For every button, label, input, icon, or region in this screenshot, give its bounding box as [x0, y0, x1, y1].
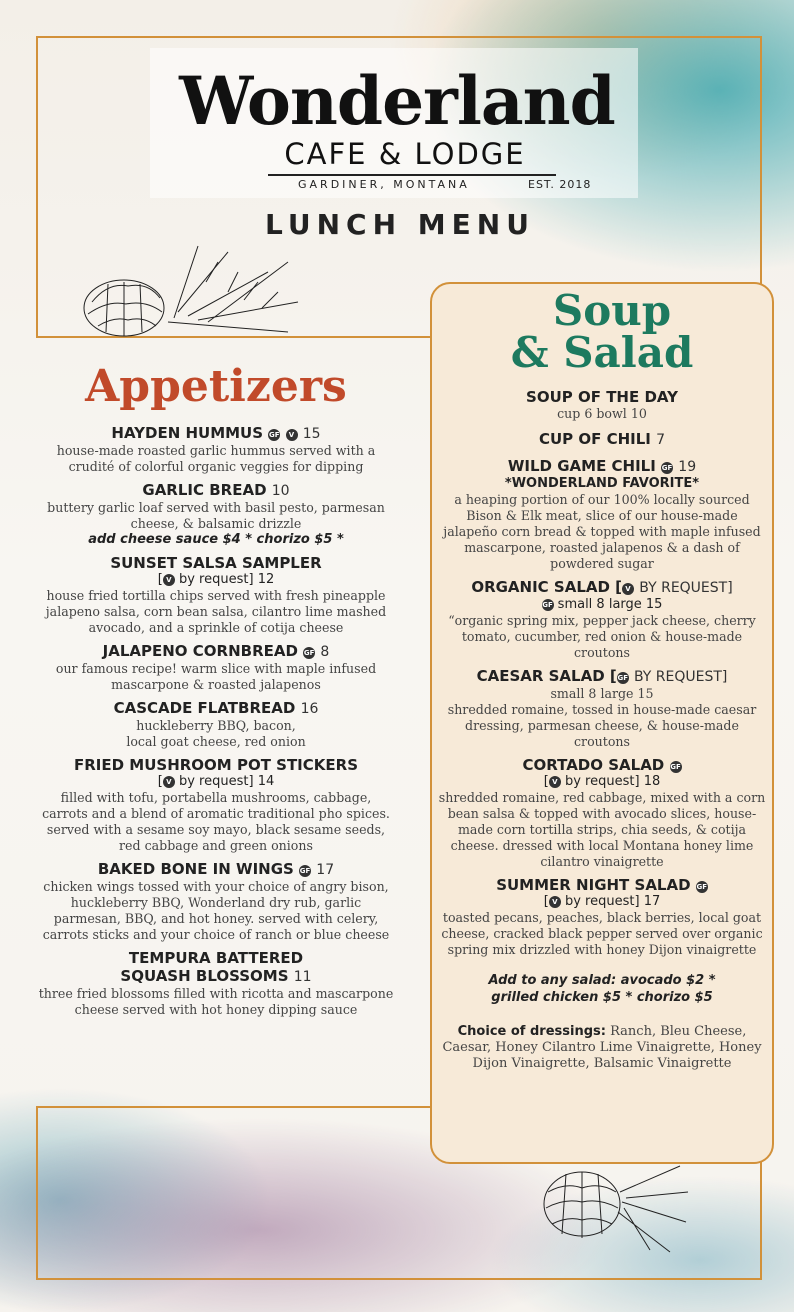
item-name: GARLIC BREAD — [142, 481, 267, 499]
item-name-line2: SQUASH BLOSSOMS — [120, 967, 289, 985]
item-request-note: BY REQUEST] — [639, 580, 733, 596]
item-price: 10 — [271, 483, 290, 499]
appetizers-title: Appetizers — [85, 361, 347, 412]
item-name: CUP OF CHILI — [538, 430, 651, 448]
logo-location: GARDINER, MONTANA — [298, 178, 470, 191]
appetizers-section — [36, 360, 396, 1024]
item-description: our famous recipe! warm slice with maple infused mascarpone & roasted jalapenos — [55, 661, 377, 692]
gluten-free-icon: GF — [617, 674, 628, 682]
item-price: 8 — [320, 644, 330, 660]
soup-salad-title — [438, 286, 766, 377]
vegan-icon: V — [163, 776, 175, 788]
item-description: “organic spring mix, pepper jack cheese, cherry tomato, cucumber, red onion & house-made croutons — [448, 613, 756, 660]
item-prices: small 8 large 15 — [550, 686, 654, 701]
menu-item-cup-of-chili — [438, 430, 766, 449]
item-description: chicken wings tossed with your choice of angry bison, huckleberry BBQ, Wonderland dry rub, garlic parmesan, BBQ, and hot honey. served with celery, carrots sticks and your choice of ranch or blue cheese — [42, 879, 390, 942]
menu-item-squash-blossoms — [36, 949, 396, 1018]
item-name: FRIED MUSHROOM POT STICKERS — [73, 756, 358, 774]
item-description: buttery garlic loaf served with basil pesto, parmesan cheese, & balsamic drizzle — [47, 500, 385, 531]
logo-rule — [268, 174, 556, 176]
item-name: CORTADO SALAD — [522, 756, 665, 774]
item-price: 12 — [257, 572, 275, 587]
item-name: TEMPURA BATTERED — [128, 949, 304, 967]
item-price: 16 — [300, 701, 319, 717]
gluten-free-icon: GF — [696, 883, 708, 891]
item-description: house-made roasted garlic hummus served with a crudité of colorful organic veggies for dipping — [56, 443, 376, 474]
frame-left-bottom — [36, 1106, 38, 1280]
menu-title: LUNCH MENU — [265, 208, 535, 241]
menu-item-summer-night-salad: SUMMER NIGHT SALAD GF [ V by request] 17 toasted pecans, peaches, black berries, local goat cheese, cracked black pepper served over organic spring mix drizzled with honey Dijon vinaigrette — [438, 876, 766, 958]
item-description: shredded romaine, tossed in house-made caesar dressing, parmesan cheese, & house-made croutons — [447, 702, 757, 749]
dressing-choices — [438, 1024, 766, 1072]
item-name: CASCADE FLATBREAD — [113, 699, 296, 717]
item-description: huckleberry BBQ, bacon, local goat cheese, red onion — [126, 718, 306, 749]
item-prices: cup 6 bowl 10 — [557, 406, 647, 421]
item-price: 19 — [678, 459, 697, 475]
item-price: 18 — [643, 774, 661, 789]
item-description: a heaping portion of our 100% locally sourced Bison & Elk meat, slice of our house-made jalapeño corn bread & topped with maple infused mascarpone, roasted jalapenos & a dash of powdered sugar — [443, 492, 761, 571]
gluten-free-icon: GF — [269, 431, 280, 439]
item-request-note: BY REQUEST] — [633, 669, 728, 685]
menu-item-cortado-salad: CORTADO SALAD GF [ V by request] 18 shredded romaine, red cabbage, mixed with a corn bean salsa & topped with avocado slices, house-made corn tortilla strips, chia seeds, & cotija cheese. dressed with local Montana honey lime cilantro vinaigrette — [438, 756, 766, 869]
menu-item-mushroom-pot-stickers: FRIED MUSHROOM POT STICKERS [ V by request] 14 filled with tofu, portabella mushrooms, cabbage, carrots and a blend of aromatic traditional pho spices. served with a sesame soy mayo, black sesame seeds, red cabbage and green onions — [36, 756, 396, 854]
item-name: SUNSET SALSA SAMPLER — [110, 554, 322, 572]
title-line-2: & Salad — [510, 328, 694, 377]
addon-line-2: grilled chicken $5 * chorizo $5 — [491, 990, 713, 1005]
vegan-icon: V — [549, 776, 561, 788]
dressings-list: Ranch, Bleu Cheese, Caesar, Honey Cilantro Lime Vinaigrette, Honey Dijon Vinaigrette, Balsamic Vinaigrette — [442, 1024, 762, 1071]
item-name: WILD GAME CHILI — [507, 457, 656, 475]
item-request-note: by request] — [178, 572, 254, 587]
title-line-1: Soup — [552, 286, 672, 335]
salad-addons — [438, 972, 766, 1006]
soup-salad-section — [438, 286, 766, 1072]
item-name: SOUP OF THE DAY — [526, 388, 678, 406]
gluten-free-icon: GF — [670, 763, 681, 771]
logo-wordmark: Wonderland — [179, 62, 615, 140]
item-price: 11 — [293, 969, 312, 985]
menu-item-wild-game-chili — [438, 457, 766, 572]
menu-item-soup-of-the-day — [438, 388, 766, 422]
item-description: three fried blossoms filled with ricotta and mascarpone cheese served with hot honey dipping sauce — [38, 986, 394, 1017]
dressings-label: Choice of dressings: — [457, 1024, 606, 1039]
item-name: CAESAR SALAD [ — [476, 667, 617, 685]
addon-line-1: Add to any salad: avocado $2 * — [488, 973, 716, 988]
menu-item-organic-salad — [438, 578, 766, 661]
frame-low-rule — [36, 1106, 430, 1108]
item-request-note: by request] — [178, 774, 254, 789]
item-addon-note: add cheese sauce $4 * chorizo $5 * — [88, 532, 344, 547]
gluten-free-icon: GF — [303, 649, 315, 657]
pinecone-icon — [78, 242, 308, 338]
frame-right-bottom — [760, 1160, 762, 1280]
menu-item-bone-in-wings — [36, 860, 396, 943]
item-name: HAYDEN HUMMUS — [111, 424, 264, 442]
vegan-icon: V — [163, 574, 175, 586]
item-price: 17 — [643, 894, 661, 909]
gluten-free-icon: GF — [542, 601, 553, 609]
item-description: house fried tortilla chips served with fresh pineapple jalapeno salsa, corn bean salsa, cilantro lime mashed avocado, and a sprinkle of cotija cheese — [45, 588, 387, 635]
item-price: 17 — [316, 862, 335, 878]
gluten-free-icon: GF — [661, 464, 673, 472]
menu-item-caesar-salad — [438, 667, 766, 750]
item-price: 14 — [257, 774, 275, 789]
vegan-icon: V — [549, 896, 561, 908]
pinecone-bottom-icon — [530, 1162, 690, 1254]
item-description: toasted pecans, peaches, black berries, local goat cheese, cracked black pepper served over organic spring mix drizzled with honey Dijon vinaigrette — [441, 910, 763, 957]
favorite-tag: *WONDERLAND FAVORITE* — [504, 476, 700, 491]
menu-item-cascade-flatbread — [36, 699, 396, 750]
vegan-icon: V — [286, 429, 298, 441]
frame-bottom — [36, 1278, 762, 1280]
menu-item-garlic-bread — [36, 481, 396, 548]
item-prices: small 8 large 15 — [557, 597, 663, 612]
menu-item-jalapeno-cornbread — [36, 642, 396, 693]
item-description: filled with tofu, portabella mushrooms, cabbage, carrots and a blend of aromatic traditional pho spices. served with a sesame soy mayo, black sesame seeds, red cabbage and green onions — [42, 790, 390, 853]
item-name: JALAPENO CORNBREAD — [102, 642, 298, 660]
logo-subtitle: CAFE & LODGE — [284, 137, 526, 171]
logo-established: EST. 2018 — [528, 178, 592, 191]
item-price: 7 — [656, 432, 666, 448]
frame-top — [36, 36, 762, 38]
item-name: SUMMER NIGHT SALAD — [496, 876, 691, 894]
item-name: BAKED BONE IN WINGS — [97, 860, 294, 878]
gluten-free-icon: GF — [299, 867, 311, 875]
item-request-note: by request] — [564, 894, 640, 909]
vegan-icon: V — [622, 583, 634, 595]
menu-item-sunset-salsa-sampler: SUNSET SALSA SAMPLER [ V by request] 12 house fried tortilla chips served with fresh pineapple jalapeno salsa, corn bean salsa, cilantro lime mashed avocado, and a sprinkle of cotija cheese — [36, 554, 396, 636]
item-description: shredded romaine, red cabbage, mixed with a corn bean salsa & topped with avocado slices, house-made corn tortilla strips, chia seeds, & cotija cheese. dressed with local Montana honey lime cilantro vinaigrette — [438, 790, 766, 869]
item-name: ORGANIC SALAD [ — [471, 578, 623, 596]
item-request-note: by request] — [564, 774, 640, 789]
menu-item-hayden-hummus — [36, 424, 396, 475]
item-price: 15 — [302, 426, 321, 442]
